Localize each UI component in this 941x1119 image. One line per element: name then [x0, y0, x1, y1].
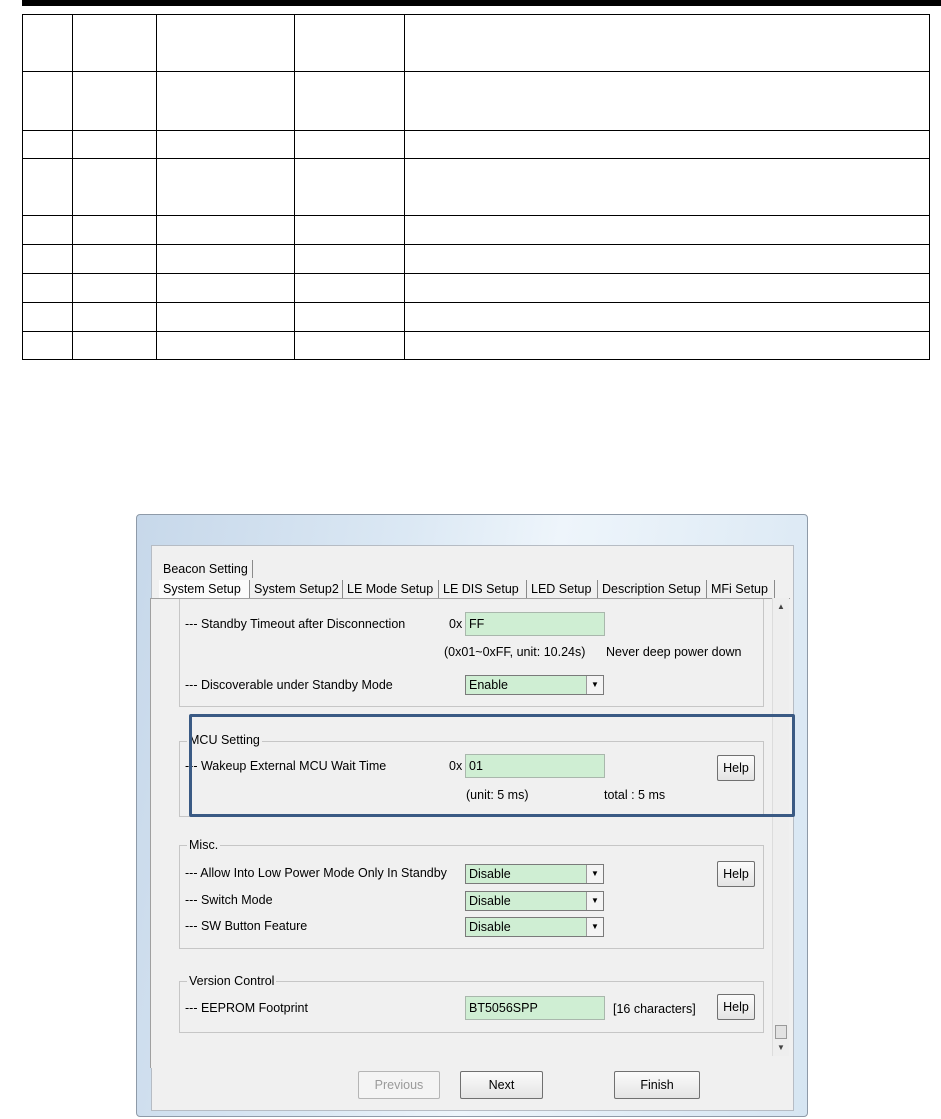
table-row: [23, 303, 930, 332]
mcu-unit-hint: (unit: 5 ms): [466, 788, 529, 802]
mcu-wait-input[interactable]: 01: [465, 754, 605, 778]
mcu-group-title: MCU Setting: [189, 733, 260, 747]
mcu-group: [179, 741, 764, 817]
switch-mode-label: --- Switch Mode: [185, 893, 273, 907]
tab-le-mode-setup[interactable]: LE Mode Setup: [343, 580, 439, 598]
table-row: [23, 216, 930, 245]
mcu-total-hint: total : 5 ms: [604, 788, 666, 802]
discoverable-select[interactable]: [465, 675, 604, 695]
tab-description-setup[interactable]: Description Setup: [598, 580, 707, 598]
discoverable-value: Enable: [469, 678, 508, 692]
scroll-down-icon[interactable]: ▼: [777, 1043, 785, 1052]
discoverable-label: --- Discoverable under Standby Mode: [185, 678, 393, 692]
tab-led-setup[interactable]: LED Setup: [527, 580, 598, 598]
chevron-down-icon[interactable]: ▼: [586, 918, 603, 936]
mcu-help-button[interactable]: Help: [717, 755, 755, 781]
document-header-rule: [22, 0, 941, 6]
table-row: [23, 159, 930, 216]
switch-mode-value: Disable: [469, 894, 511, 908]
switch-mode-select[interactable]: [465, 891, 604, 911]
standby-timeout-prefix: 0x: [449, 617, 463, 631]
standby-timeout-hint: (0x01~0xFF, unit: 10.24s): [444, 645, 586, 659]
sw-button-label: --- SW Button Feature: [185, 919, 308, 933]
scroll-up-icon[interactable]: ▲: [777, 602, 785, 611]
tab-system-setup[interactable]: System Setup: [159, 580, 250, 598]
table-row: [23, 332, 930, 360]
sw-button-value: Disable: [469, 920, 511, 934]
misc-group-title: Misc.: [189, 838, 219, 852]
eeprom-label: --- EEPROM Footprint: [185, 1001, 308, 1015]
settings-panel: [150, 598, 790, 1068]
sw-button-select[interactable]: [465, 917, 604, 937]
version-group-title: Version Control: [189, 974, 275, 988]
misc-help-button[interactable]: Help: [717, 861, 755, 887]
document-table: [22, 14, 930, 360]
eeprom-hint: [16 characters]: [613, 1002, 696, 1016]
chevron-down-icon[interactable]: ▼: [586, 892, 603, 910]
chevron-down-icon[interactable]: ▼: [586, 676, 603, 694]
table-row: [23, 15, 930, 72]
table-row: [23, 72, 930, 131]
table-row: [23, 131, 930, 159]
standby-timeout-note: Never deep power down: [606, 645, 742, 659]
low-power-select[interactable]: [465, 864, 604, 884]
tab-system-setup2[interactable]: System Setup2: [250, 580, 343, 598]
standby-timeout-input[interactable]: FF: [465, 612, 605, 636]
mcu-wait-label: --- Wakeup External MCU Wait Time: [185, 759, 387, 773]
next-button[interactable]: Next: [460, 1071, 543, 1099]
panel-scrollbar[interactable]: [772, 598, 789, 1056]
finish-button[interactable]: Finish: [614, 1071, 700, 1099]
table-row: [23, 274, 930, 303]
tab-le-dis-setup[interactable]: LE DIS Setup: [439, 580, 527, 598]
scrollbar-thumb[interactable]: [775, 1025, 787, 1039]
table-row: [23, 245, 930, 274]
tab-beacon-setting[interactable]: Beacon Setting: [159, 560, 253, 578]
mcu-wait-prefix: 0x: [449, 759, 463, 773]
previous-button[interactable]: Previous: [358, 1071, 440, 1099]
tab-mfi-setup[interactable]: MFi Setup: [707, 580, 775, 598]
eeprom-input[interactable]: BT5056SPP: [465, 996, 605, 1020]
standby-timeout-label: --- Standby Timeout after Disconnection: [185, 617, 406, 631]
chevron-down-icon[interactable]: ▼: [586, 865, 603, 883]
low-power-value: Disable: [469, 867, 511, 881]
version-help-button[interactable]: Help: [717, 994, 755, 1020]
low-power-label: --- Allow Into Low Power Mode Only In Standby: [185, 866, 447, 880]
